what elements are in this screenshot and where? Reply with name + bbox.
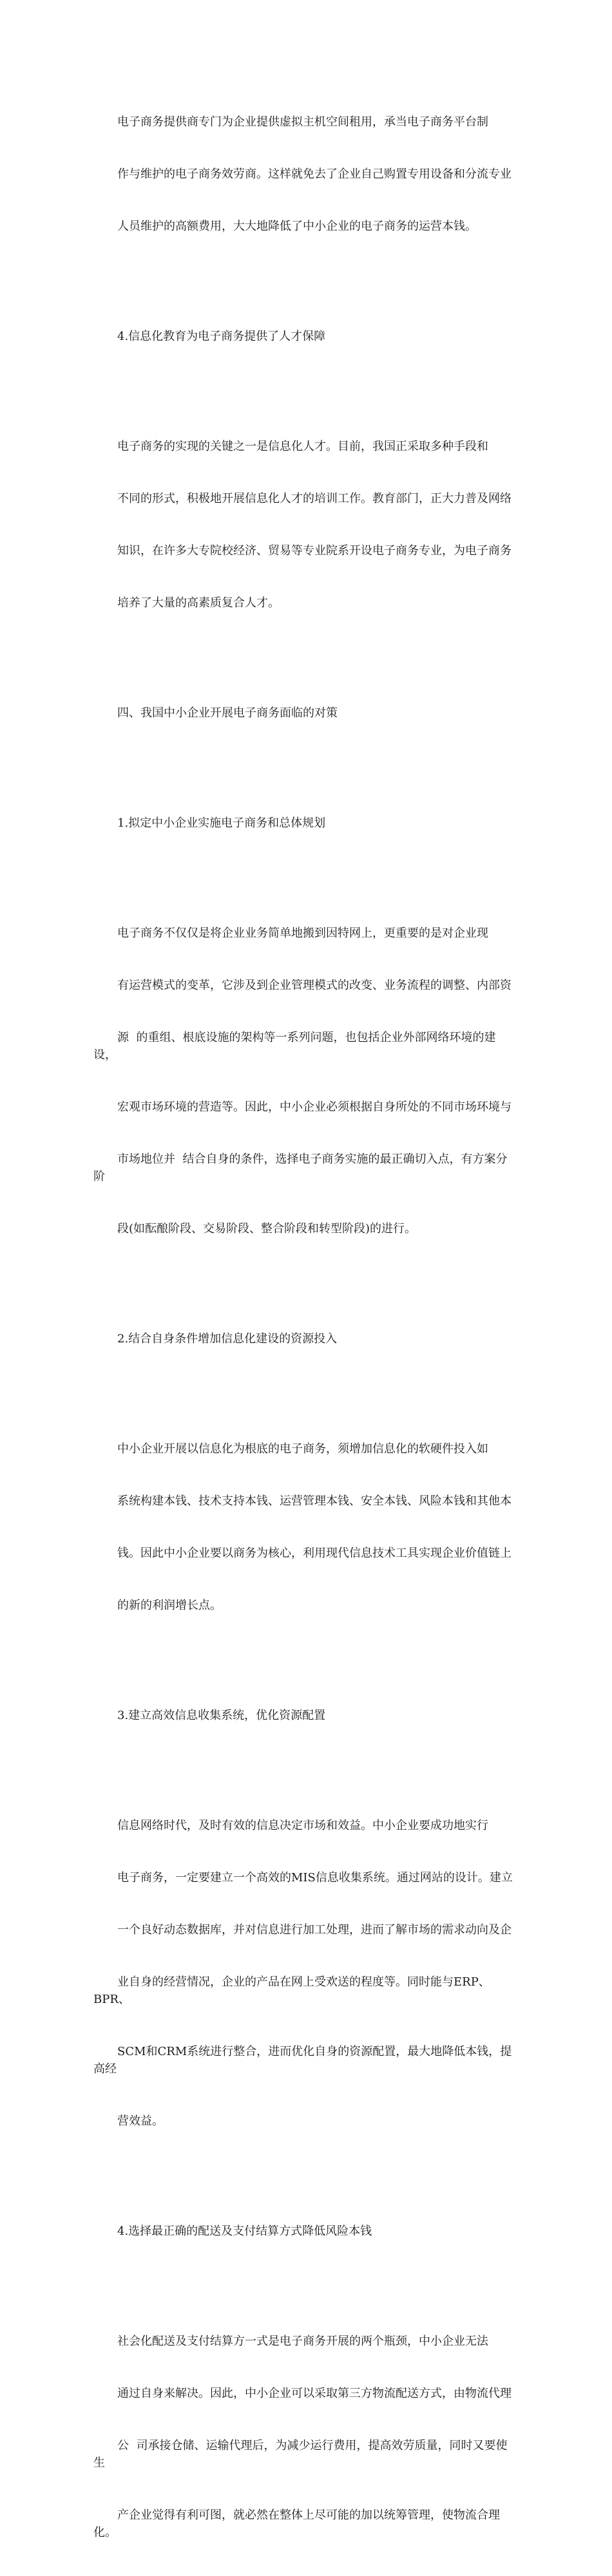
text-line: 中小企业开展以信息化为根底的电子商务，须增加信息化的软硬件投入如	[117, 1442, 488, 1456]
paragraph-talent	[93, 403, 519, 646]
text-line: 电子商务，一定要建立一个高效的MIS信息收集系统。通过网站的设计。建立	[117, 1871, 513, 1885]
text-line: 公 司承接仓储、运输代理后，为减少运行费用，提高效劳质量，同时又要使生	[93, 2439, 508, 2470]
text-line: 营效益。	[117, 2114, 164, 2128]
heading-delivery-payment	[93, 2188, 519, 2275]
heading-text: 3.建立高效信息收集系统，优化资源配置	[117, 1709, 326, 1722]
text-line: 市场地位并 结合自身的条件，选择电子商务实施的最正确切入点，有方案分阶	[93, 1152, 508, 1183]
text-line: 系统构建本钱、技术支持本钱、运营管理本钱、安全本钱、风险本钱和其他本	[117, 1494, 512, 1508]
heading-info-education	[93, 293, 519, 380]
text-line: 段(如酝酿阶段、交易阶段、整合阶段和转型阶段)的进行。	[117, 1222, 417, 1236]
text-line: 产企业觉得有利可图，就必然在整体上尽可能的加以统筹管理，使物流合理化。	[93, 2508, 500, 2539]
text-line: 社会化配送及支付结算方一式是电子商务开展的两个瓶颈，中小企业无法	[117, 2335, 488, 2348]
heading-text: 2.结合自身条件增加信息化建设的资源投入	[117, 1332, 338, 1346]
text-line: 信息网络时代，及时有效的信息决定市场和效益。中小企业要成功地实行	[117, 1819, 488, 1832]
text-line: 电子商务的实现的关键之一是信息化人才。目前，我国正采取多种手段和	[117, 440, 488, 453]
text-line: 知识，在许多大专院校经济、贸易等专业院系开设电子商务专业，为电子商务	[117, 544, 512, 558]
heading-text: 4.信息化教育为电子商务提供了人才保障	[117, 330, 326, 343]
text-line: 电子商务提供商专门为企业提供虚拟主机空间租用，承当电子商务平台制	[117, 115, 488, 129]
heading-text: 1.拟定中小企业实施电子商务和总体规划	[117, 816, 326, 830]
text-line: 作与维护的电子商务效劳商。这样就免去了企业自己购置专用设备和分流专业	[117, 167, 512, 181]
heading-section-four	[93, 670, 519, 757]
paragraph-investment	[93, 1406, 519, 1649]
heading-info-collection	[93, 1672, 519, 1759]
paragraph-logistics	[93, 2298, 519, 2576]
text-line: 一个良好动态数据库，并对信息进行加工处理，进而了解市场的需求动向及企	[117, 1923, 512, 1937]
text-line: 培养了大量的高素质复合人才。	[117, 596, 280, 610]
text-line: 钱。因此中小企业要以商务为核心，利用现代信息技术工具实现企业价值链上	[117, 1547, 512, 1560]
text-line: SCM和CRM系统进行整合，进而优化自身的资源配置，最大地降低本钱，提高经	[93, 2045, 512, 2076]
heading-resource-input	[93, 1295, 519, 1382]
text-line: 宏观市场环境的营造等。因此，中小企业必须根据自身所处的不同市场环境与	[117, 1100, 512, 1114]
text-line: 电子商务不仅仅是将企业业务简单地搬到因特网上，更重要的是对企业现	[117, 926, 488, 940]
text-line: 有运营模式的变革，它涉及到企业管理模式的改变、业务流程的调整、内部资	[117, 979, 512, 992]
text-line: 的新的利润增长点。	[117, 1599, 222, 1612]
heading-overall-plan	[93, 780, 519, 867]
paragraph-virtual-host-service	[93, 79, 519, 270]
heading-text: 4.选择最正确的配送及支付结算方式降低风险本钱	[117, 2224, 372, 2238]
text-line: 业自身的经营情况，企业的产品在网上受欢送的程度等。同时能与ERP、BPR、	[93, 1975, 490, 2006]
heading-text: 四、我国中小企业开展电子商务面临的对策	[117, 706, 338, 720]
text-line: 源 的重组、根底设施的架构等一系列问题，也包括企业外部网络环境的建设，	[93, 1031, 496, 1062]
paragraph-mis-system	[93, 1782, 519, 2165]
text-line: 人员维护的高额费用，大大地降低了中小企业的电子商务的运营本钱。	[117, 220, 477, 233]
paragraph-business-transformation	[93, 890, 519, 1272]
text-line: 通过自身来解决。因此，中小企业可以采取第三方物流配送方式，由物流代理	[117, 2387, 512, 2400]
text-line: 不同的形式，积极地开展信息化人才的培训工作。教育部门，正大力普及网络	[117, 492, 512, 505]
document-body	[93, 79, 519, 2576]
